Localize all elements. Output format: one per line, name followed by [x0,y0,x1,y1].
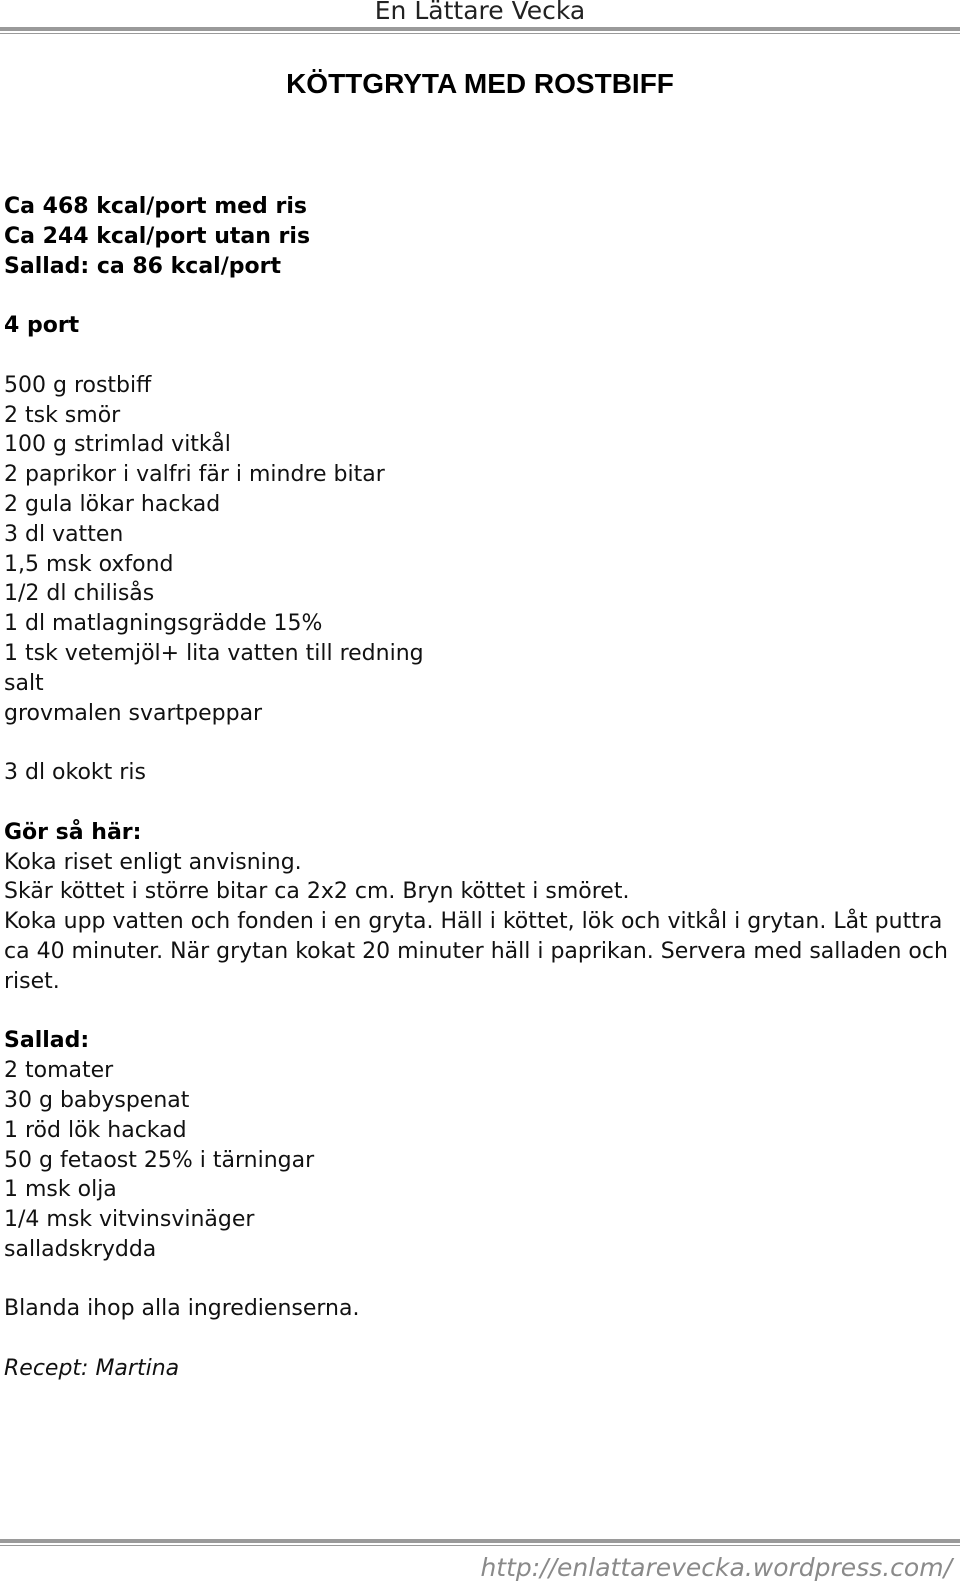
ingredient-item: 1 tsk vetemjöl+ lita vatten till redning [4,640,424,666]
header-divider [0,27,960,34]
ingredient-item: salt [4,670,44,696]
salad-ingredient-item: 1/4 msk vitvinsvinäger [4,1207,255,1233]
ingredient-item: 3 dl vatten [4,521,124,547]
nutrition-line: Ca 244 kcal/port utan ris [4,223,311,249]
ingredient-item: 1,5 msk oxfond [4,551,174,577]
salad-ingredient-item: 2 tomater [4,1058,114,1084]
ingredient-item: 1/2 dl chilisås [4,581,155,607]
ingredient-item: 100 g strimlad vitkål [4,432,231,458]
instruction-list [4,848,954,997]
salad-heading: Sallad: [4,1028,90,1054]
ingredient-item: 2 tsk smör [4,402,121,428]
salad-ingredient-item: 30 g babyspenat [4,1087,190,1113]
instructions-heading: Gör så här: [4,819,142,845]
instruction-step: Skär köttet i större bitar ca 2x2 cm. Bryn köttet i smöret. [4,879,630,905]
ingredient-list [4,371,954,729]
salad-ingredient-item: 1 röd lök hackad [4,1117,187,1143]
instruction-step: Koka riset enligt anvisning. [4,849,302,875]
site-name: En Lättare Vecka [374,0,586,25]
salad-ingredient-item: salladskrydda [4,1236,157,1262]
nutrition-info [4,192,954,281]
instruction-step: Koka upp vatten och fonden i en gryta. Häll i köttet, lök och vitkål i grytan. Låt puttra ca 40 minuter. När grytan kokat 20 minuter häll i paprikan. Servera med salladen och riset. [4,909,948,994]
ingredient-item: 1 dl matlagningsgrädde 15% [4,611,323,637]
rice-ingredient: 3 dl okokt ris [4,760,146,786]
ingredient-item: grovmalen svartpeppar [4,700,263,726]
nutrition-line: Sallad: ca 86 kcal/port [4,253,281,279]
salad-instruction: Blanda ihop alla ingredienserna. [4,1296,360,1322]
salad-ingredient-list [4,1056,954,1265]
ingredient-item: 2 gula lökar hackad [4,491,221,517]
recipe-title: KÖTTGRYTA MED ROSTBIFF [286,68,674,99]
recipe-body [4,192,954,1384]
salad-ingredient-item: 50 g fetaost 25% i tärningar [4,1147,315,1173]
recipe-credit: Recept: Martina [4,1356,180,1382]
footer-url: http://enlattarevecka.wordpress.com/ [480,1553,952,1582]
ingredient-item: 500 g rostbiff [4,372,152,398]
servings: 4 port [4,313,80,339]
footer-divider [0,1539,960,1546]
salad-ingredient-item: 1 msk olja [4,1177,117,1203]
nutrition-line: Ca 468 kcal/port med ris [4,194,307,219]
ingredient-item: 2 paprikor i valfri fär i mindre bitar [4,462,385,488]
